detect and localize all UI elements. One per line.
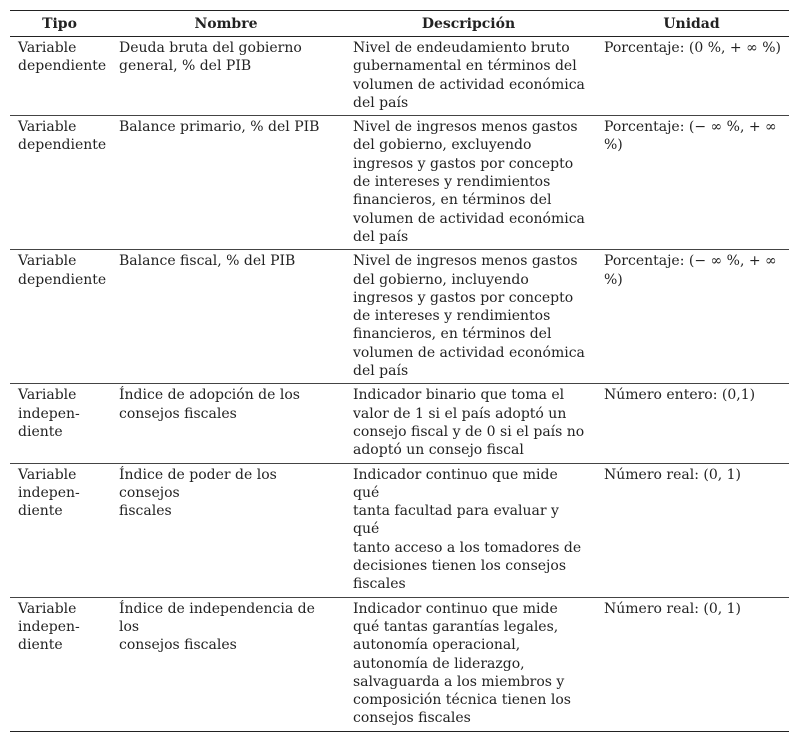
cell-tipo-line: Variable xyxy=(18,387,77,404)
cell-descripcion-line: qué tantas garantías legales, xyxy=(353,618,559,635)
cell-unidad: Porcentaje: (0 %, + ∞ %) xyxy=(594,37,789,116)
cell-descripcion-line: composición técnica tienen los xyxy=(353,692,571,709)
table-row xyxy=(10,116,789,250)
variables-table xyxy=(10,10,789,732)
cell-descripcion xyxy=(343,463,594,597)
cell-nombre-line: Balance fiscal, % del PIB xyxy=(119,253,296,270)
cell-nombre xyxy=(109,597,343,731)
cell-descripcion-line: Nivel de ingresos menos gastos xyxy=(353,119,578,136)
cell-tipo-line: Variable xyxy=(18,119,77,136)
cell-descripcion-line: ingresos y gastos por concepto xyxy=(353,155,574,172)
cell-descripcion-line: Indicador continuo que mide qué xyxy=(353,466,558,501)
cell-nombre-line: Balance primario, % del PIB xyxy=(119,119,320,136)
table-row xyxy=(10,597,789,731)
cell-descripcion-line: volumen de actividad económica xyxy=(353,210,585,227)
cell-tipo-line: indepen- xyxy=(18,484,80,501)
cell-tipo xyxy=(10,463,109,597)
table-row xyxy=(10,250,789,384)
cell-descripcion-line: Nivel de endeudamiento bruto xyxy=(353,40,570,56)
cell-descripcion-line: salvaguarda a los miembros y xyxy=(353,673,565,690)
cell-descripcion-line: del gobierno, incluyendo xyxy=(353,271,529,288)
cell-tipo-line: diente xyxy=(18,637,63,654)
cell-unidad: Número real: (0, 1) xyxy=(594,463,789,597)
cell-descripcion-line: decisiones tienen los consejos xyxy=(353,558,567,575)
cell-tipo-line: dependiente xyxy=(18,271,107,288)
cell-descripcion-line: financieros, en términos del xyxy=(353,192,552,209)
cell-unidad: Número entero: (0,1) xyxy=(594,384,789,463)
cell-descripcion-line: Indicador continuo que mide xyxy=(353,600,558,617)
cell-descripcion-line: tanto acceso a los tomadores de xyxy=(353,539,582,556)
header-descripcion: Descripción xyxy=(343,11,594,37)
cell-descripcion xyxy=(343,250,594,384)
cell-descripcion xyxy=(343,37,594,116)
cell-tipo-line: Variable xyxy=(18,600,77,617)
cell-unidad: Porcentaje: (− ∞ %, + ∞ %) xyxy=(594,116,789,250)
cell-nombre xyxy=(109,384,343,463)
cell-tipo-line: dependiente xyxy=(18,58,107,75)
cell-descripcion-line: del país xyxy=(353,228,409,245)
cell-descripcion xyxy=(343,116,594,250)
cell-tipo xyxy=(10,250,109,384)
cell-descripcion-line: adoptó un consejo fiscal xyxy=(353,442,524,459)
cell-nombre-line: consejos fiscales xyxy=(119,405,237,422)
cell-unidad: Número real: (0, 1) xyxy=(594,597,789,731)
cell-nombre xyxy=(109,37,343,116)
cell-tipo-line: Variable xyxy=(18,466,77,483)
cell-nombre xyxy=(109,116,343,250)
cell-tipo xyxy=(10,597,109,731)
cell-descripcion-line: volumen de actividad económica xyxy=(353,344,585,361)
cell-descripcion-line: financieros, en términos del xyxy=(353,326,552,343)
header-unidad: Unidad xyxy=(594,11,789,37)
cell-descripcion-line: del país xyxy=(353,363,409,380)
cell-tipo-line: Variable xyxy=(18,40,77,56)
cell-descripcion-line: Nivel de ingresos menos gastos xyxy=(353,253,578,270)
cell-nombre xyxy=(109,250,343,384)
cell-descripcion-line: de intereses y rendimientos xyxy=(353,174,551,191)
cell-descripcion xyxy=(343,597,594,731)
cell-tipo-line: dependiente xyxy=(18,137,107,154)
cell-tipo-line: diente xyxy=(18,503,63,520)
header-row xyxy=(10,11,789,37)
cell-tipo xyxy=(10,116,109,250)
cell-nombre-line: Índice de independencia de los xyxy=(119,600,315,635)
cell-descripcion-line: valor de 1 si el país adoptó un xyxy=(353,405,567,422)
cell-descripcion-line: autonomía operacional, xyxy=(353,637,521,654)
cell-descripcion-line: volumen de actividad económica xyxy=(353,76,585,93)
cell-descripcion-line: del gobierno, excluyendo xyxy=(353,137,532,154)
cell-descripcion xyxy=(343,384,594,463)
table-body xyxy=(10,37,789,732)
cell-descripcion-line: gubernamental en términos del xyxy=(353,58,577,75)
cell-nombre-line: Índice de adopción de los xyxy=(119,387,300,404)
table-row xyxy=(10,463,789,597)
cell-tipo-line: indepen- xyxy=(18,618,80,635)
cell-descripcion-line: Indicador binario que toma el xyxy=(353,387,565,404)
cell-tipo xyxy=(10,384,109,463)
table-row xyxy=(10,384,789,463)
cell-nombre xyxy=(109,463,343,597)
cell-descripcion-line: tanta facultad para evaluar y qué xyxy=(353,503,559,538)
cell-descripcion-line: ingresos y gastos por concepto xyxy=(353,289,574,306)
cell-descripcion-line: autonomía de liderazgo, xyxy=(353,655,525,672)
cell-tipo-line: Variable xyxy=(18,253,77,270)
cell-descripcion-line: consejo fiscal y de 0 si el país no xyxy=(353,423,585,440)
cell-descripcion-line: del país xyxy=(353,94,409,111)
cell-tipo xyxy=(10,37,109,116)
cell-nombre-line: Índice de poder de los consejos xyxy=(119,466,277,501)
cell-tipo-line: diente xyxy=(18,423,63,440)
cell-descripcion-line: de intereses y rendimientos xyxy=(353,308,551,325)
cell-nombre-line: Deuda bruta del gobierno xyxy=(119,40,302,56)
cell-nombre-line: fiscales xyxy=(119,503,172,520)
table-row xyxy=(10,37,789,116)
cell-unidad: Porcentaje: (− ∞ %, + ∞ %) xyxy=(594,250,789,384)
cell-nombre-line: general, % del PIB xyxy=(119,58,252,75)
cell-tipo-line: indepen- xyxy=(18,405,80,422)
header-tipo: Tipo xyxy=(10,11,109,37)
cell-descripcion-line: fiscales xyxy=(353,576,406,593)
header-nombre: Nombre xyxy=(109,11,343,37)
cell-descripcion-line: consejos fiscales xyxy=(353,710,471,727)
cell-nombre-line: consejos fiscales xyxy=(119,637,237,654)
